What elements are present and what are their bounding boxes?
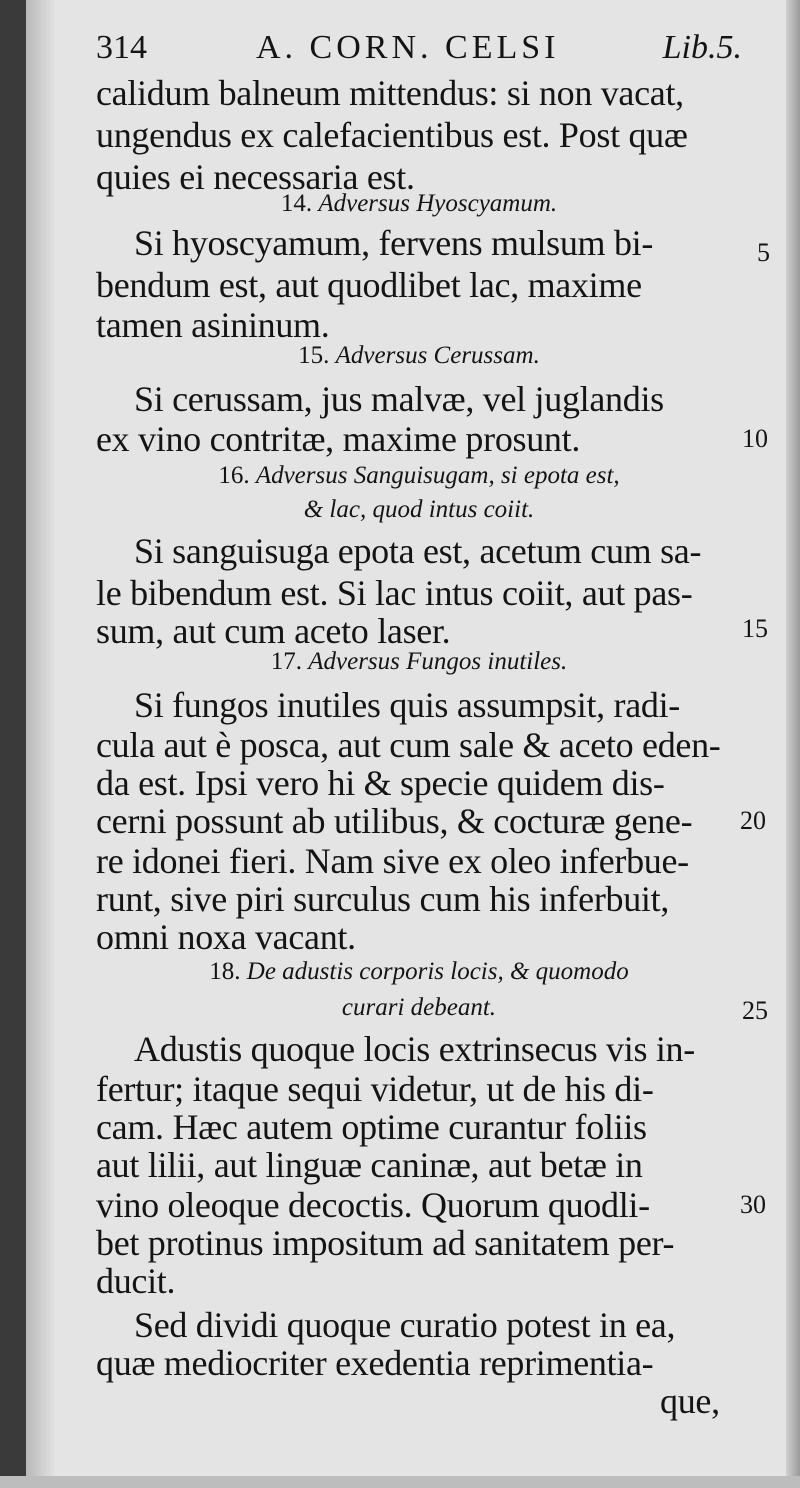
page-edge-right xyxy=(786,0,800,1488)
text-line: sum, aut cum aceto laser. xyxy=(96,611,451,651)
gutter-fade xyxy=(26,0,56,1488)
section-heading: curari debeant. xyxy=(341,994,497,1021)
text-line: le bibendum est. Si lac intus coiit, aut pas- xyxy=(96,573,693,613)
text-line: Sed dividi quoque curatio potest in ea, xyxy=(134,1305,676,1345)
text-line: ducit. xyxy=(96,1261,176,1301)
text-line: que, xyxy=(660,1381,720,1421)
section-number: 16. xyxy=(218,462,256,489)
margin-line-number: 15 xyxy=(742,614,768,643)
text-line: Si hyoscyamum, fervens mulsum bi- xyxy=(134,223,654,263)
page-edge-bottom xyxy=(0,1476,800,1488)
text-line: da est. Ipsi vero hi & specie quidem dis- xyxy=(96,763,665,803)
text-line: calidum balneum mittendus: si non vacat, xyxy=(96,73,684,113)
page-gutter-shadow xyxy=(0,0,26,1488)
page-number: 314 xyxy=(96,29,147,66)
text-line: ungendus ex calefacientibus est. Post quæ xyxy=(96,115,688,155)
book-label: Lib.5. xyxy=(662,29,742,66)
section-heading: 14. Adversus Hyoscyamum. xyxy=(280,190,558,217)
text-line: Adustis quoque locis extrinsecus vis in- xyxy=(134,1029,695,1069)
text-line: runt, sive piri surculus cum his inferbuit, xyxy=(96,879,670,919)
text-line: bet protinus impositum ad sanitatem per- xyxy=(96,1223,675,1263)
text-line: bendum est, aut quodlibet lac, maxime xyxy=(96,265,642,305)
margin-line-number: 10 xyxy=(742,424,768,453)
text-line: tamen asininum. xyxy=(96,305,330,345)
section-number: 15. xyxy=(298,342,336,369)
margin-line-number: 30 xyxy=(740,1190,766,1219)
text-line: aut lilii, aut linguæ caninæ, aut betæ in xyxy=(96,1145,643,1185)
section-heading: & lac, quod intus coiit. xyxy=(303,496,535,523)
section-heading: 15. Adversus Cerussam. xyxy=(298,342,540,369)
margin-line-number: 20 xyxy=(740,806,766,835)
running-title: A. CORN. CELSI xyxy=(256,29,560,66)
text-line: re idonei fieri. Nam sive ex oleo inferbue- xyxy=(96,841,689,881)
section-heading: 16. Adversus Sanguisugam, si epota est, xyxy=(218,462,620,489)
text-line: ex vino contritæ, maxime prosunt. xyxy=(96,419,581,459)
section-number: 18. xyxy=(209,958,247,985)
section-number: 17. xyxy=(270,648,309,675)
text-line: fertur; itaque sequi videtur, ut de his di- xyxy=(96,1069,654,1109)
text-line: quæ mediocriter exedentia reprimentia- xyxy=(96,1343,654,1383)
text-line: omni noxa vacant. xyxy=(96,917,356,957)
margin-line-number: 25 xyxy=(742,996,768,1025)
text-line: Si fungos inutiles quis assumpsit, radi- xyxy=(134,685,681,725)
section-number: 14. xyxy=(280,190,319,217)
margin-line-number: 5 xyxy=(757,238,770,267)
text-line: cam. Hæc autem optime curantur foliis xyxy=(96,1107,647,1147)
text-line: Si cerussam, jus malvæ, vel juglandis xyxy=(134,379,664,419)
running-header xyxy=(96,26,742,70)
text-line: quies ei necessaria est. xyxy=(96,157,415,197)
section-heading: 18. De adustis corporis locis, & quomodo xyxy=(209,958,629,985)
section-heading: 17. Adversus Fungos inutiles. xyxy=(270,648,568,675)
text-line: cula aut è posca, aut cum sale & aceto eden- xyxy=(96,725,721,765)
text-line: Si sanguisuga epota est, acetum cum sa- xyxy=(134,531,702,571)
text-line: cerni possunt ab utilibus, & cocturæ gene- xyxy=(96,801,693,841)
text-line: vino oleoque decoctis. Quorum quodli- xyxy=(96,1185,650,1225)
